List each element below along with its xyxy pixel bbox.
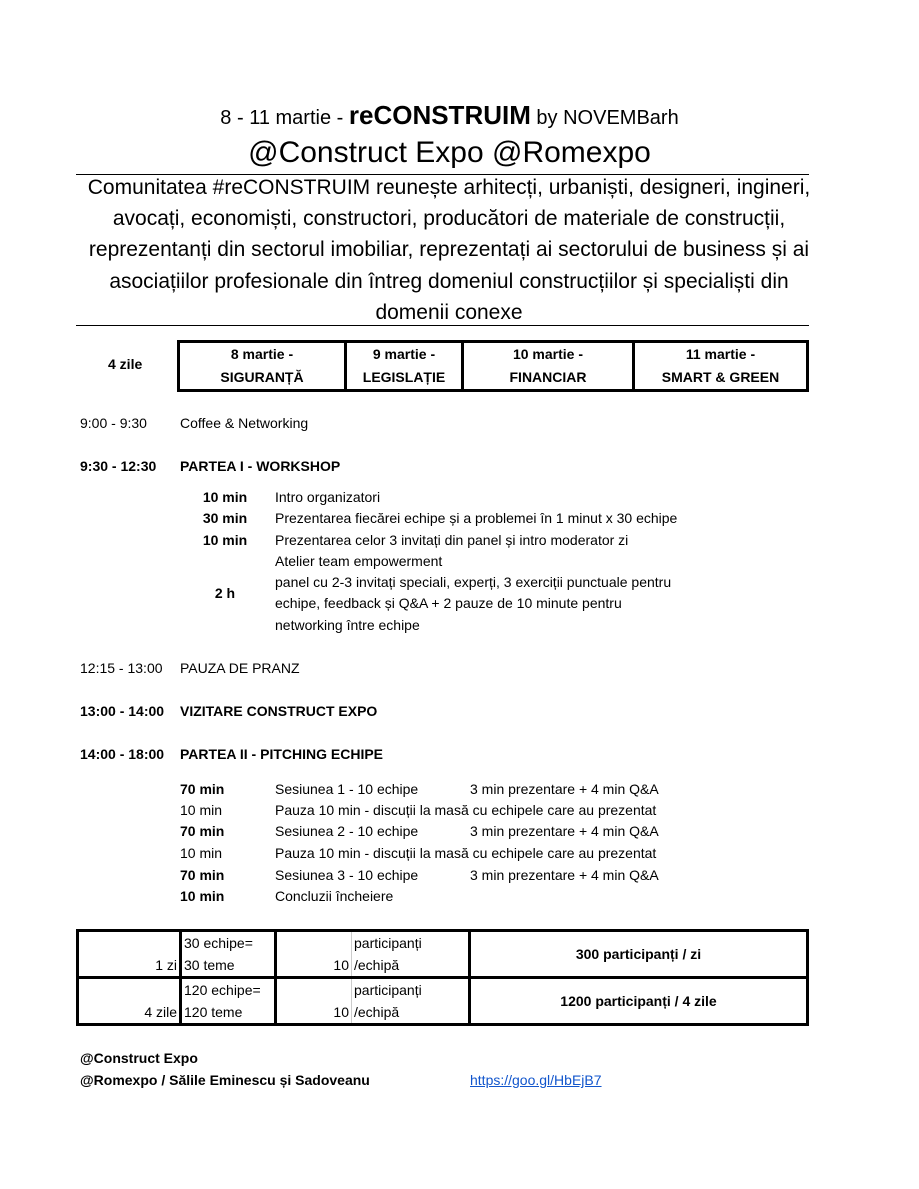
- schedule-title: PAUZA DE PRANZ: [180, 660, 300, 676]
- schedule-time: 9:00 - 9:30: [80, 415, 147, 431]
- activity: Prezentarea celor 3 invitați din panel și intro moderator zi: [275, 532, 629, 548]
- schedule-time: 14:00 - 18:00: [80, 746, 165, 762]
- days-table: [177, 340, 809, 392]
- duration: 2 h: [214, 585, 236, 601]
- event-header: [0, 100, 899, 131]
- unit-cell: participanți /echipă: [352, 931, 470, 978]
- total-cell: 300 participanți / zi: [470, 931, 808, 978]
- activity: Pauza 10 min - discuții la masă cu echipele care au prezentat: [275, 845, 657, 861]
- duration: 10 min: [180, 802, 223, 818]
- venue-title: @Construct Expo @Romexpo: [248, 136, 651, 169]
- duration: 70 min: [180, 867, 225, 883]
- activity: Sesiunea 3 - 10 echipe: [275, 867, 419, 883]
- divider: [76, 325, 809, 326]
- day-cell: 8 martie - SIGURANȚĂ: [179, 342, 346, 391]
- table-row: [78, 931, 808, 978]
- activity: Prezentarea fiecărei echipe și a problemei în 1 minut x 30 echipe: [275, 510, 678, 526]
- activity: echipe, feedback și Q&A + 2 pauze de 10 minute pentru: [275, 595, 622, 611]
- duration: 30 min: [202, 510, 248, 526]
- total-cell: 1200 participanți / 4 zile: [470, 978, 808, 1025]
- day-cell: 9 martie - LEGISLAȚIE: [346, 342, 463, 391]
- duration: 10 min: [202, 489, 248, 505]
- duration: 70 min: [180, 781, 225, 797]
- duration: 10 min: [180, 888, 225, 904]
- schedule-time: 13:00 - 14:00: [80, 703, 165, 719]
- activity: Concluzii încheiere: [275, 888, 394, 904]
- brand-name: reCONSTRUIM: [348, 100, 531, 130]
- days-label: 4 zile: [108, 356, 143, 372]
- activity: Atelier team empowerment: [275, 553, 443, 569]
- teams-cell: 30 echipe= 30 teme: [181, 931, 276, 978]
- activity: panel cu 2-3 invitați speciali, experți, 3 exerciții punctuale pentru: [275, 574, 672, 590]
- schedule-title: VIZITARE CONSTRUCT EXPO: [180, 703, 378, 719]
- activity-note: 3 min prezentare + 4 min Q&A: [470, 823, 659, 839]
- duration: 70 min: [180, 823, 225, 839]
- intro-text: Comunitatea #reCONSTRUIM reunește arhitecți, urbaniști, designeri, ingineri, avocați, economiști, constructori, producători de materiale de construcții, reprezentanți din sectorul imobiliar, reprezentați ai sectorului de business și ai asociațiilor profesionale din întreg domeniul construcțiilor și specialiști din domenii conexe: [87, 176, 811, 324]
- activity: Sesiunea 1 - 10 echipe: [275, 781, 419, 797]
- duration: 10 min: [202, 532, 248, 548]
- schedule-time: 9:30 - 12:30: [80, 458, 157, 474]
- table-row: [78, 978, 808, 1025]
- duration: 10 min: [180, 845, 223, 861]
- activity-note: 3 min prezentare + 4 min Q&A: [470, 781, 659, 797]
- teams-cell: 120 echipe= 120 teme: [181, 978, 276, 1025]
- footer-location: @Romexpo / Sălile Eminescu și Sadoveanu: [80, 1072, 370, 1088]
- schedule-title: PARTEA II - PITCHING ECHIPE: [180, 746, 384, 762]
- count-cell: 10: [276, 978, 352, 1025]
- activity: Pauza 10 min - discuții la masă cu echipele care au prezentat: [275, 802, 657, 818]
- event-dates: 8 - 11 martie -: [220, 107, 349, 129]
- activity: Sesiunea 2 - 10 echipe: [275, 823, 419, 839]
- activity: Intro organizatori: [275, 489, 381, 505]
- registration-link[interactable]: https://goo.gl/HbEjB7: [470, 1072, 602, 1088]
- day-cell: 10 martie - FINANCIAR: [463, 342, 634, 391]
- footer-venue: @Construct Expo: [80, 1050, 198, 1066]
- schedule-title: Coffee & Networking: [180, 415, 309, 431]
- period-cell: 1 zi: [78, 931, 181, 978]
- activity: networking între echipe: [275, 617, 420, 633]
- schedule-time: 12:15 - 13:00: [80, 660, 163, 676]
- activity-note: 3 min prezentare + 4 min Q&A: [470, 867, 659, 883]
- schedule-title: PARTEA I - WORKSHOP: [180, 458, 341, 474]
- organizer: by NOVEMBarh: [530, 107, 679, 129]
- period-cell: 4 zile: [78, 978, 181, 1025]
- unit-cell: participanți /echipă: [352, 978, 470, 1025]
- count-cell: 10: [276, 931, 352, 978]
- participants-table: [76, 929, 809, 1026]
- day-cell: 11 martie - SMART & GREEN: [634, 342, 808, 391]
